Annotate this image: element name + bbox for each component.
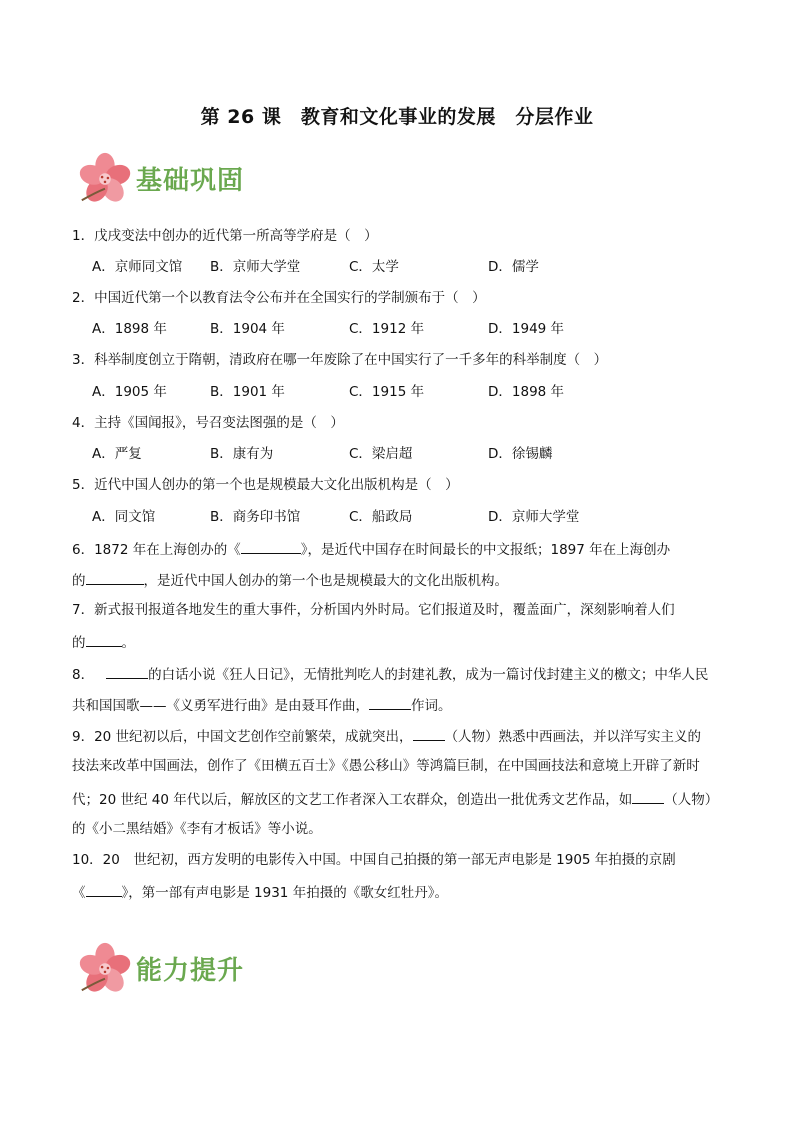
section-advanced-header — [76, 940, 376, 1000]
q6-blank-2[interactable] — [86, 570, 144, 585]
question-10-line-1: 10．20 世纪初，西方发明的电影传入中国。中国自己拍摄的第一部无声电影是 1905 年拍摄的京剧 — [72, 852, 676, 868]
q6-text-4: ，是近代中国人创办的第一个也是规模最大的文化出版机构。 — [143, 573, 508, 589]
q6-text-1: 6．1872 年在上海创办的《 — [72, 542, 241, 558]
q5-option-b: B．商务印书馆 — [210, 509, 301, 525]
question-6-line-1 — [72, 539, 732, 559]
q2-option-a: A．1898 年 — [92, 321, 167, 337]
section-advanced-title: 能力提升 — [136, 956, 245, 986]
q7-text-1: 的 — [72, 635, 86, 651]
question-1-stem: 1．戊戌变法中创办的近代第一所高等学府是（ ） — [72, 228, 378, 244]
question-5-stem: 5．近代中国人创办的第一个也是规模最大文化出版机构是（ ） — [72, 477, 459, 493]
question-7-line-2 — [72, 632, 732, 652]
question-7-line-1: 7．新式报刊报道各地发生的重大事件，分析国内外时局。它们报道及时，覆盖面广，深刻影响着人们 — [72, 602, 675, 618]
q8-text-3: 共和国国歌——《义勇军进行曲》是由聂耳作曲， — [72, 698, 369, 714]
q8-text-2: 的白话小说《狂人日记》，无情批判吃人的封建礼教，成为一篇讨伐封建主义的檄文；中华人民 — [148, 667, 709, 683]
question-4-stem: 4．主持《国闻报》，号召变法图强的是（ ） — [72, 415, 344, 431]
q8-text-1: 8． — [72, 667, 95, 683]
q9-blank-2[interactable] — [632, 789, 664, 804]
q5-option-d: D．京师大学堂 — [488, 509, 580, 525]
question-9-line-2: 技法来改革中国画法，创作了《田横五百士》《愚公移山》等鸿篇巨制，在中国画技法和意境上开辟了新时 — [72, 758, 700, 774]
page-title: 第 26 课 教育和文化事业的发展 分层作业 — [200, 106, 594, 128]
question-3-stem: 3．科举制度创立于隋朝，清政府在哪一年废除了在中国实行了一千多年的科举制度（ ） — [72, 352, 608, 368]
question-2-stem: 2．中国近代第一个以教育法令公布并在全国实行的学制颁布于（ ） — [72, 290, 486, 306]
q4-option-c: C．梁启超 — [349, 446, 413, 462]
q9-text-1: 9．20 世纪初以后，中国文艺创作空前繁荣，成就突出， — [72, 729, 413, 745]
q8-blank-2[interactable] — [369, 695, 411, 710]
question-8-line-2 — [72, 695, 732, 715]
question-9-line-1 — [72, 726, 732, 746]
q6-text-2: 》，是近代中国存在时间最长的中文报纸；1897 年在上海创办 — [300, 542, 671, 558]
q4-option-b: B．康有为 — [210, 446, 274, 462]
q4-option-d: D．徐锡麟 — [488, 446, 553, 462]
q6-blank-1[interactable] — [241, 539, 301, 554]
plum-blossom-icon — [76, 150, 134, 208]
q5-option-a: A．同文馆 — [92, 509, 156, 525]
q9-text-3: 代；20 世纪 40 年代以后，解放区的文艺工作者深入工农群众，创造出一批优秀文艺作品，如 — [72, 792, 633, 808]
q10-text-1: 《 — [72, 885, 86, 901]
section-basic-header — [76, 150, 376, 210]
question-6-line-2 — [72, 570, 732, 590]
q1-option-b: B．京师大学堂 — [210, 259, 301, 275]
question-8-line-1 — [72, 664, 732, 684]
q5-option-c: C．船政局 — [349, 509, 413, 525]
q9-text-4: （人物） — [664, 792, 719, 808]
q2-option-c: C．1912 年 — [349, 321, 425, 337]
q3-option-d: D．1898 年 — [488, 384, 565, 400]
question-9-line-4: 的《小二黑结婚》《李有才板话》等小说。 — [72, 821, 322, 837]
q9-text-2: （人物）熟悉中西画法，并以洋写实主义的 — [444, 729, 702, 745]
q1-option-c: C．太学 — [349, 259, 399, 275]
q6-text-3: 的 — [72, 573, 86, 589]
q1-option-a: A．京师同文馆 — [92, 259, 183, 275]
q3-option-c: C．1915 年 — [349, 384, 425, 400]
q3-option-a: A．1905 年 — [92, 384, 167, 400]
q10-text-2: 》，第一部有声电影是 1931 年拍摄的《歌女红牡丹》。 — [121, 885, 448, 901]
q2-option-d: D．1949 年 — [488, 321, 565, 337]
q10-blank-1[interactable] — [86, 882, 122, 897]
q7-text-2: 。 — [121, 635, 135, 651]
question-9-line-3 — [72, 789, 732, 809]
question-10-line-2 — [72, 882, 732, 902]
q4-option-a: A．严复 — [92, 446, 142, 462]
q8-blank-1[interactable] — [106, 664, 148, 679]
q9-blank-1[interactable] — [413, 726, 445, 741]
q2-option-b: B．1904 年 — [210, 321, 285, 337]
q1-option-d: D．儒学 — [488, 259, 539, 275]
q8-text-4: 作词。 — [411, 698, 452, 714]
q7-blank-1[interactable] — [86, 632, 122, 647]
section-basic-title: 基础巩固 — [136, 166, 245, 196]
plum-blossom-icon — [76, 940, 134, 998]
q3-option-b: B．1901 年 — [210, 384, 285, 400]
